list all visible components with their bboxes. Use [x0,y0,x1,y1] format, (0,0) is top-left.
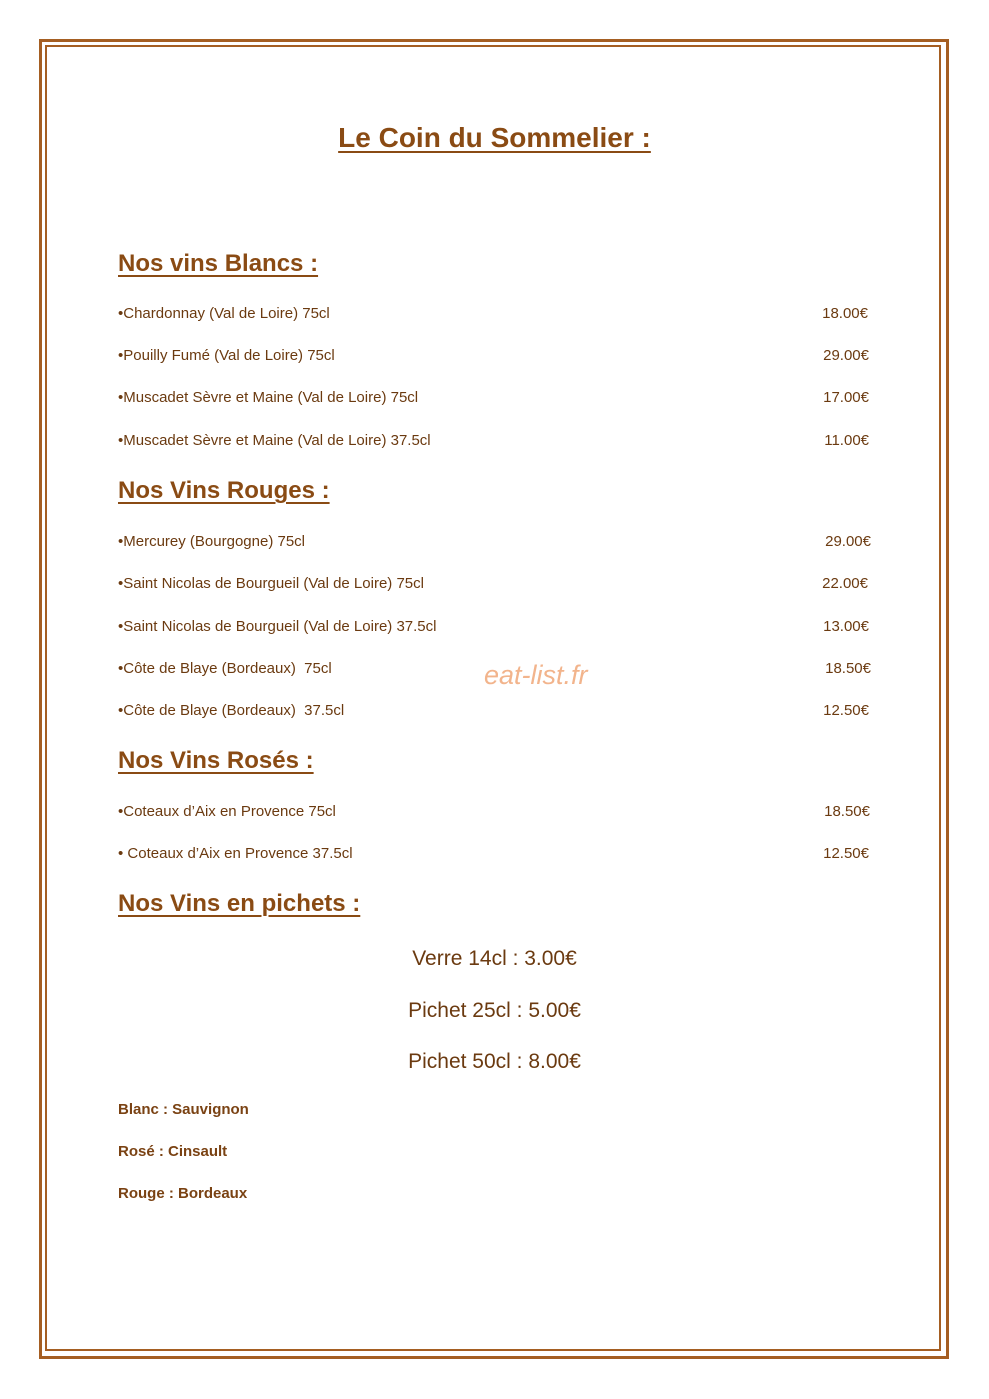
item-name: • Coteaux d’Aix en Provence 37.5cl [118,845,353,862]
section-title-rouges: Nos Vins Rouges : [118,477,330,504]
menu-item [118,530,874,554]
menu-item [118,302,874,326]
item-name: •Saint Nicolas de Bourgueil (Val de Loire) 37.5cl [118,618,437,635]
menu-item [118,800,874,824]
menu-item [118,842,874,866]
item-price: 18.50€ [824,803,870,820]
item-price: 18.00€ [822,305,868,322]
grape-note: Rosé : Cinsault [118,1143,228,1160]
item-name: •Coteaux d’Aix en Provence 75cl [118,803,336,820]
pichet-price-line: Verre 14cl : 3.00€ [412,947,577,970]
item-name: •Muscadet Sèvre et Maine (Val de Loire) 75cl [118,389,419,406]
grape-note: Blanc : Sauvignon [118,1101,249,1118]
item-name: •Saint Nicolas de Bourgueil (Val de Loire) 75cl [118,575,424,592]
menu-item [118,699,874,723]
item-name: •Pouilly Fumé (Val de Loire) 75cl [118,347,335,364]
menu-item [118,429,874,453]
item-price: 29.00€ [825,533,871,550]
grape-note: Rouge : Bordeaux [118,1185,248,1202]
item-name: •Chardonnay (Val de Loire) 75cl [118,305,330,322]
watermark: eat-list.fr [484,660,588,690]
menu-item [118,386,874,410]
section-title-pichets: Nos Vins en pichets : [118,890,361,917]
item-price: 18.50€ [825,660,871,677]
section-title-roses: Nos Vins Rosés : [118,747,314,774]
item-price: 22.00€ [822,575,868,592]
pichet-price-line: Pichet 50cl : 8.00€ [408,1050,581,1073]
page-title-text: Le Coin du Sommelier : [338,122,651,153]
item-price: 13.00€ [823,618,869,635]
item-price: 11.00€ [824,432,869,449]
page-title [0,118,989,158]
menu-item [118,615,874,639]
item-name: •Muscadet Sèvre et Maine (Val de Loire) 37.5cl [118,432,431,449]
item-name: •Côte de Blaye (Bordeaux) 75cl [118,660,332,677]
menu-item [118,344,874,368]
item-price: 29.00€ [823,347,869,364]
item-price: 17.00€ [823,389,869,406]
item-price: 12.50€ [823,845,869,862]
section-title-blancs: Nos vins Blancs : [118,250,319,277]
item-name: •Mercurey (Bourgogne) 75cl [118,533,306,550]
menu-item [118,572,874,596]
pichet-price-line: Pichet 25cl : 5.00€ [408,999,581,1022]
item-price: 12.50€ [823,702,869,719]
item-name: •Côte de Blaye (Bordeaux) 37.5cl [118,702,345,719]
